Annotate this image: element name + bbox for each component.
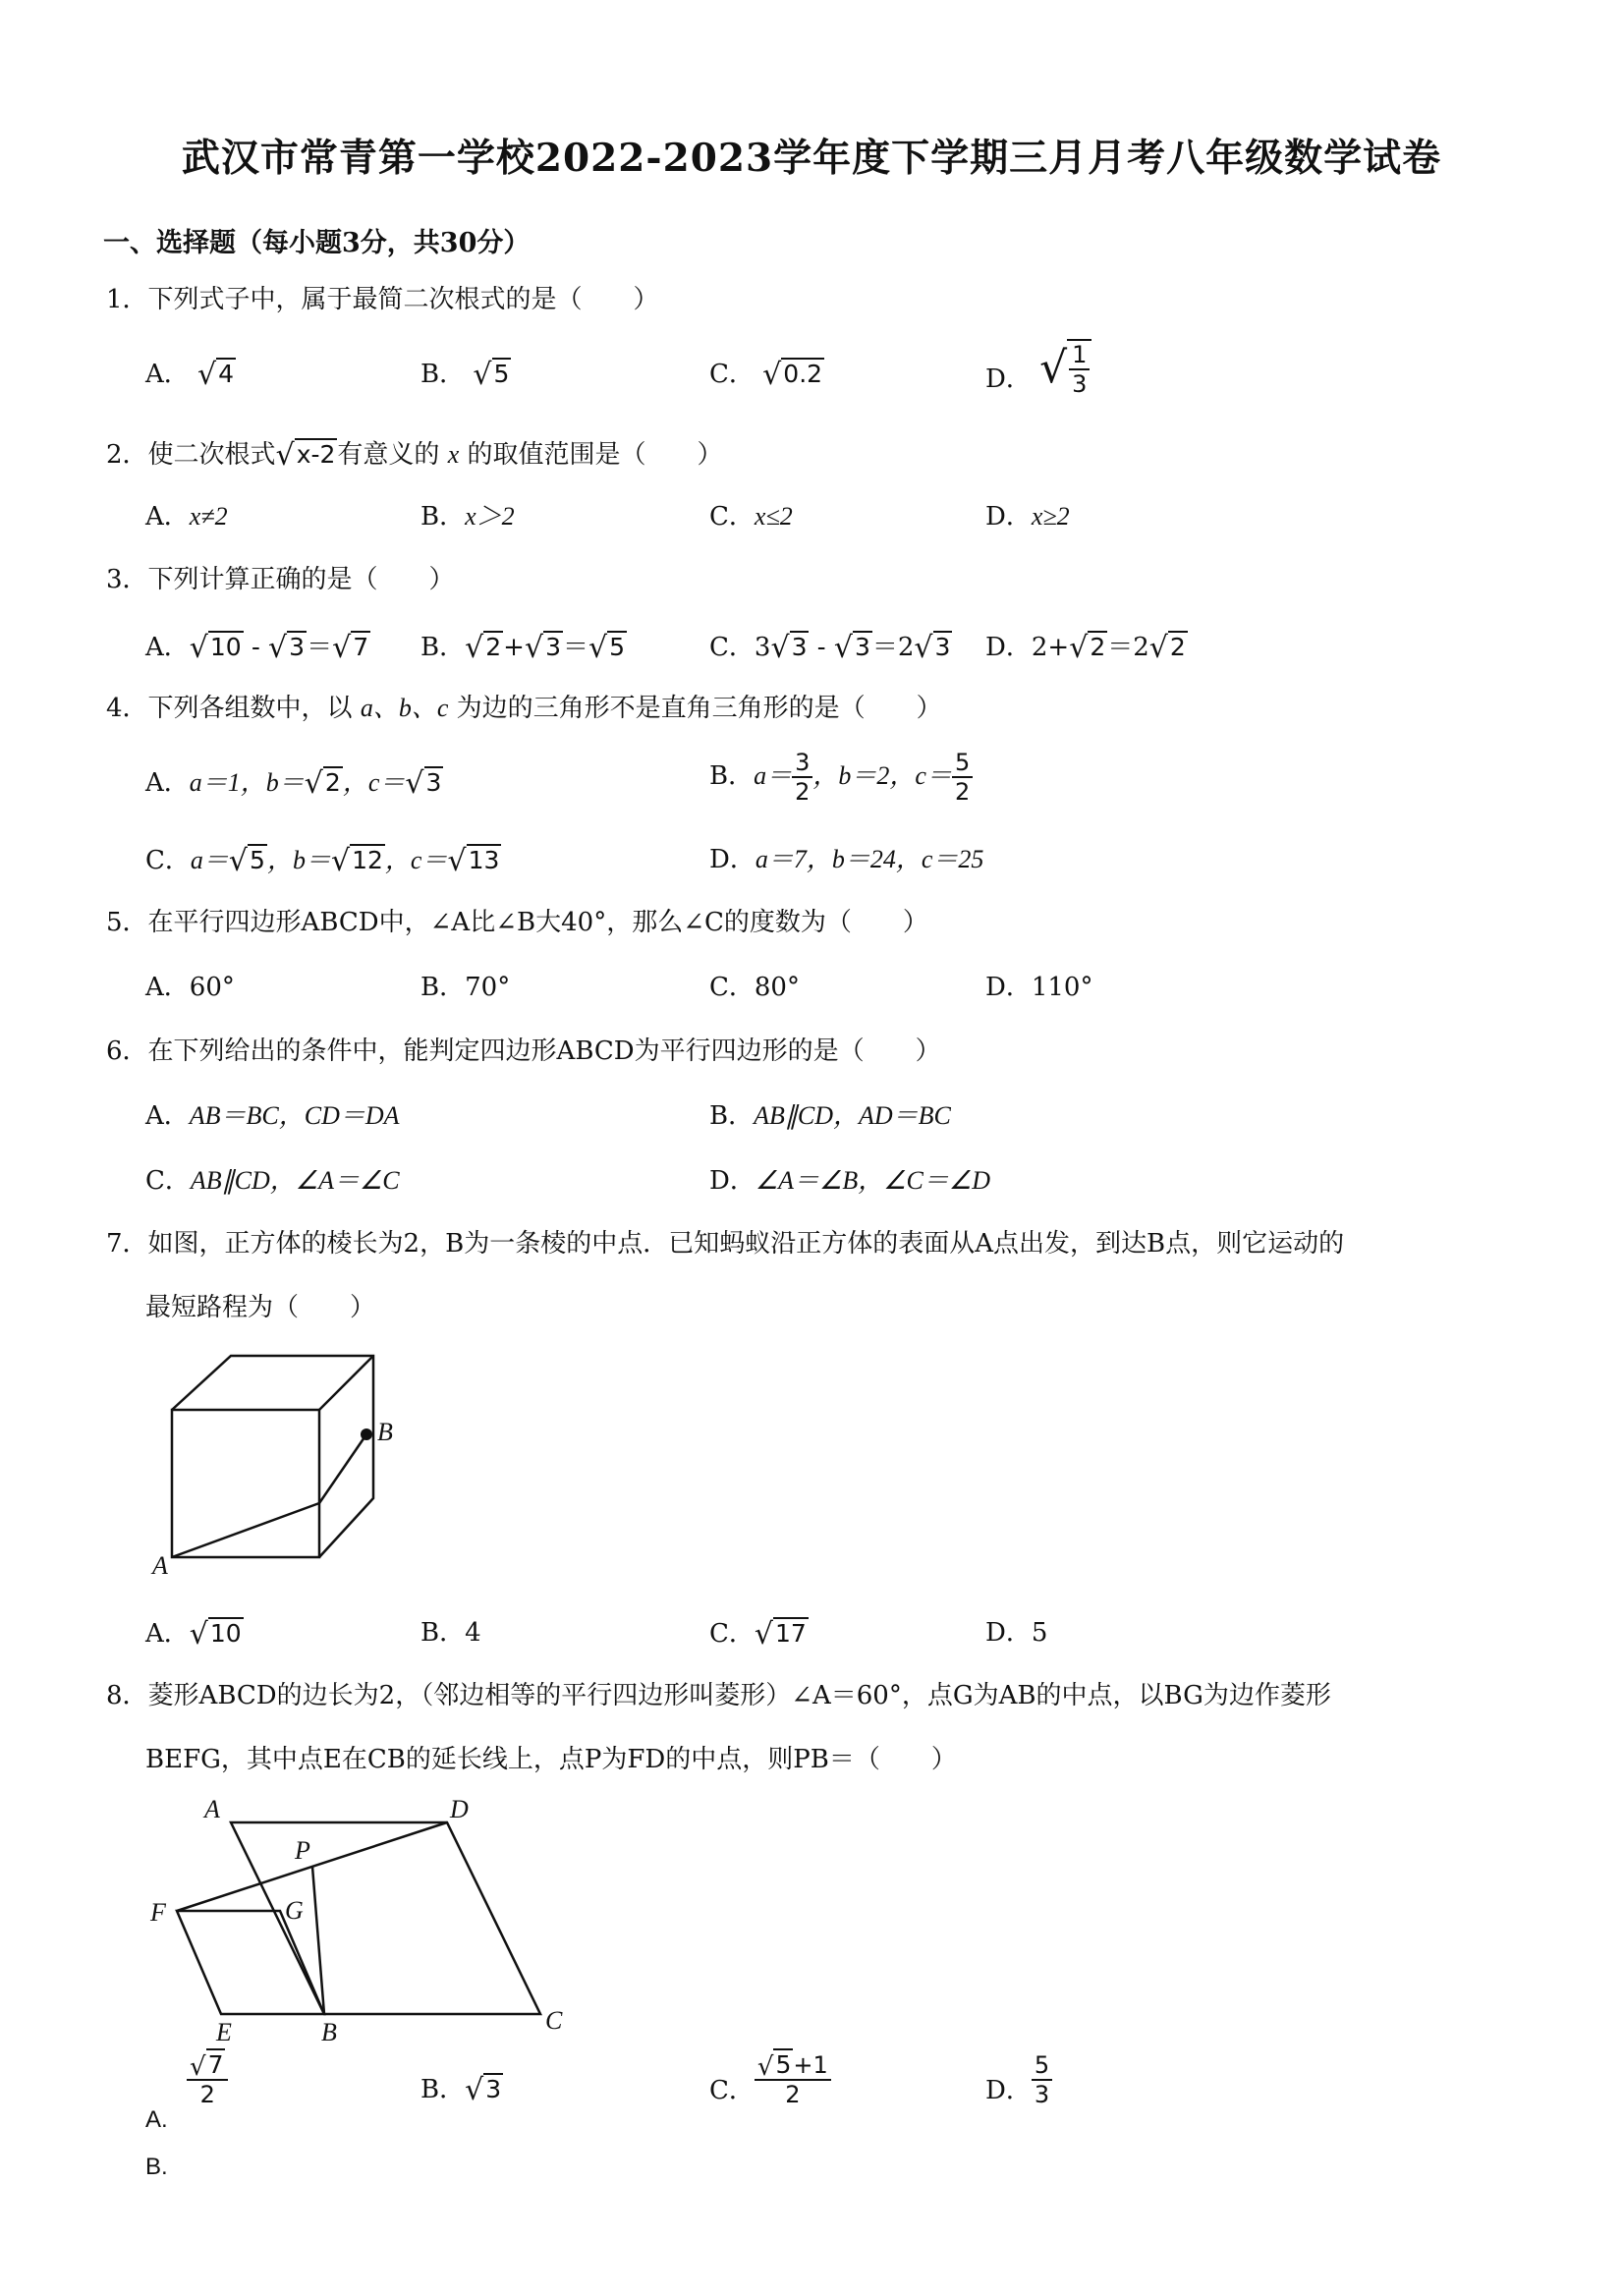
q3-option-d[interactable]: D．2+√2＝2√2 <box>985 631 1186 665</box>
question-5: 5．在平行四边形ABCD中，∠A比∠B大40°，那么∠C的度数为（ ） <box>106 908 928 937</box>
label-g: G <box>285 1896 304 1925</box>
q1-option-b[interactable]: B． √5 <box>420 358 510 392</box>
q4-option-b[interactable]: B．a＝ $\frac{3}{2}$ ，b＝2，c＝ $\frac{5}{2}$ <box>709 749 973 806</box>
q6-option-d[interactable]: D．∠A＝∠B，∠C＝∠D <box>709 1166 990 1196</box>
q3-option-b[interactable]: B．√2+√3＝√5 <box>420 631 626 665</box>
point-b-dot <box>361 1428 372 1440</box>
q7-option-c[interactable]: C．√17 <box>709 1617 807 1652</box>
question-8-line-1: 8．菱形ABCD的边长为2，（邻边相等的平行四边形叫菱形）∠A＝60°，点G为AB的中点，以BG为边作菱形 <box>106 1681 1331 1710</box>
q5-option-a[interactable]: A．60° <box>145 973 235 1002</box>
label-b: B <box>321 2018 337 2044</box>
rhombus-figure <box>138 1788 589 2044</box>
q6-option-a[interactable]: A．AB＝BC，CD＝DA <box>145 1101 400 1131</box>
question-3: 3．下列计算正确的是（ ） <box>106 565 455 594</box>
q7-option-d[interactable]: D．5 <box>985 1618 1048 1648</box>
q6-option-c[interactable]: C．AB∥CD，∠A＝∠C <box>145 1166 400 1196</box>
label-a: A <box>204 1795 220 1823</box>
q5-option-b[interactable]: B．70° <box>420 973 511 1002</box>
q5-option-d[interactable]: D．110° <box>985 973 1093 1002</box>
cube-front-face <box>172 1410 319 1557</box>
q5-option-c[interactable]: C．80° <box>709 973 800 1002</box>
q7-option-b[interactable]: B．4 <box>420 1618 481 1648</box>
q8-option-a-label: A. <box>145 2106 168 2133</box>
rhombus-befg <box>177 1911 324 2014</box>
q8-option-c[interactable]: C． $\frac{√5+1}{2}$ <box>709 2051 831 2108</box>
q3-option-c[interactable]: C．3√3 - √3＝2√3 <box>709 631 951 665</box>
section-heading: 一、选择题（每小题3分，共30分） <box>103 228 531 258</box>
path-segment-1 <box>172 1503 319 1557</box>
q3-option-a[interactable]: A．√10 - √3＝√7 <box>145 631 369 665</box>
q4-option-d[interactable]: D．a＝7，b＝24，c＝25 <box>709 845 984 874</box>
q8-option-d[interactable]: D． $\frac{5}{3}$ <box>985 2051 1052 2108</box>
question-7-line-2: 最短路程为（ ） <box>145 1293 376 1322</box>
label-c: C <box>545 2006 563 2035</box>
q1-option-a[interactable]: A． √4 <box>145 358 235 392</box>
q1-option-d[interactable]: D． √ $\frac{1}{3}$ <box>985 339 1091 398</box>
q2-option-d[interactable]: D．x≥2 <box>985 502 1070 532</box>
q6-option-b[interactable]: B．AB∥CD，AD＝BC <box>709 1101 951 1131</box>
q4-option-a[interactable]: A．a＝1，b＝√2，c＝√3 <box>145 766 442 801</box>
label-p: P <box>295 1836 310 1865</box>
path-segment-2 <box>319 1434 366 1503</box>
q4-option-c[interactable]: C．a＝√5，b＝√12，c＝√13 <box>145 844 500 878</box>
question-1: 1．下列式子中，属于最简二次根式的是（ ） <box>106 285 659 314</box>
q1-option-c[interactable]: C． √0.2 <box>709 358 823 392</box>
q8-trailing-label: B. <box>145 2154 168 2180</box>
q2-option-c[interactable]: C．x≤2 <box>709 502 793 532</box>
question-8-line-2: BEFG，其中点E在CB的延长线上，点P为FD的中点，则PB＝（ ） <box>145 1745 957 1774</box>
segment-fd <box>177 1822 447 1911</box>
question-7-line-1: 7．如图，正方体的棱长为2，B为一条棱的中点．已知蚂蚁沿正方体的表面从A点出发，到达B点，则它运动的 <box>106 1229 1345 1259</box>
label-b: B <box>377 1418 393 1446</box>
question-2: 2．使二次根式√x-2有意义的 x 的取值范围是（ ） <box>106 438 723 473</box>
q2-option-b[interactable]: B．x＞2 <box>420 502 515 532</box>
label-e: E <box>216 2018 232 2044</box>
question-4: 4．下列各组数中，以 a、b、c 为边的三角形不是直角三角形的是（ ） <box>106 694 942 723</box>
q8-option-b[interactable]: B．√3 <box>420 2073 502 2107</box>
q8-option-a-value[interactable]: $\frac{√7}{2}$ <box>187 2051 228 2108</box>
page-title: 武汉市常青第一学校2022-2023学年度下学期三月月考八年级数学试卷 <box>181 136 1442 181</box>
rhombus-abcd <box>231 1822 540 2014</box>
label-a: A <box>152 1551 168 1580</box>
cube-figure <box>138 1346 432 1582</box>
q7-option-a[interactable]: A．√10 <box>145 1617 242 1652</box>
label-d: D <box>450 1795 469 1823</box>
q2-option-a[interactable]: A．x≠2 <box>145 502 228 532</box>
question-6: 6．在下列给出的条件中，能判定四边形ABCD为平行四边形的是（ ） <box>106 1036 941 1066</box>
label-f: F <box>150 1898 166 1927</box>
